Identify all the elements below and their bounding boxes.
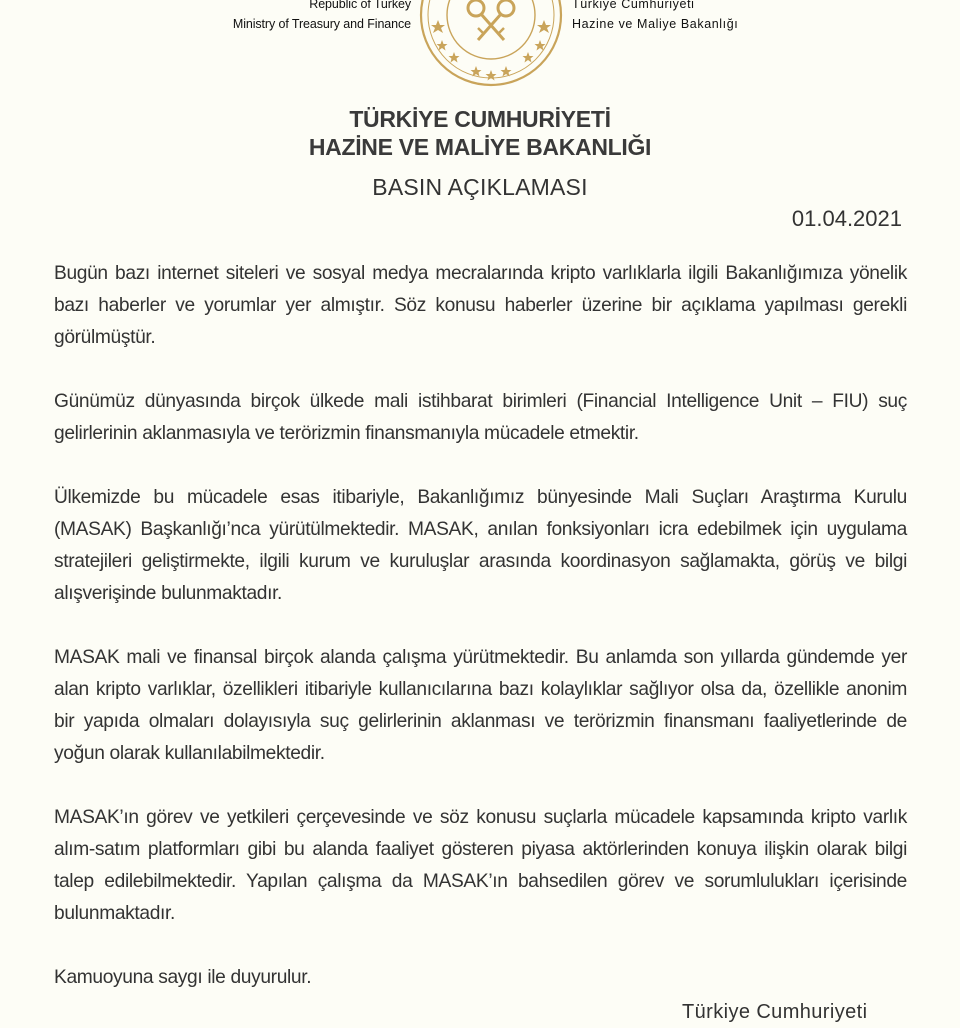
title-ministry: HAZİNE VE MALİYE BAKANLIĞI — [308, 134, 652, 160]
title-republic: TÜRKİYE CUMHURİYETİ — [349, 106, 611, 132]
paragraph-4: MASAK mali ve finansal birçok alanda çalışma yürütmektedir. Bu anlamda son yıllarda gündemde yer alan kripto varlıklar, özellikleri itibariyle kullanıcılarına bazı kolaylıklar sağlıyor olsa da, özellikle anonim bir yapıda olmaları dolayısıyla suç gelirlerinin aklanması ve terörizmin finansmanı faaliyetlerinde de yoğun olarak kullanılabilmektedir. — [54, 647, 907, 764]
letterhead-ministry-tr: Hazine ve Maliye Bakanlığı — [572, 17, 739, 31]
closing-statement: Kamuoyuna saygı ile duyurulur. — [54, 967, 312, 988]
paragraph-2: Günümüz dünyasında birçok ülkede mali istihbarat birimleri (Financial Intelligence Unit – FIU) suç gelirlerinin aklanmasıyla ve terörizmin finansmanıyla mücadele etmektir. — [54, 391, 907, 444]
signature-line: Türkiye Cumhuriyeti — [682, 1001, 868, 1023]
letterhead-ministry-en: Ministry of Treasury and Finance — [232, 17, 411, 31]
ministry-seal-logo — [418, 0, 564, 88]
release-date: 01.04.2021 — [791, 206, 902, 231]
letterhead-turkish — [572, 0, 738, 34]
letterhead-english — [233, 0, 411, 34]
paragraph-5: MASAK’ın görev ve yetkileri çerçevesinde ve söz konusu suçlarla mücadele kapsamında kripto varlık alım-satım platformları gibi bu alanda faaliyet gösteren piyasa aktörlerinden konuya ilişkin olarak bilgi talep edilebilmektedir. Yapılan çalışma da MASAK’ın bahsedilen görev ve sorumlulukları içerisinde bulunmaktadır. — [54, 807, 907, 924]
paragraph-3: Ülkemizde bu mücadele esas itibariyle, Bakanlığımız bünyesinde Mali Suçları Araştırma Kurulu (MASAK) Başkanlığı’nca yürütülmektedir. MASAK, anılan fonksiyonları icra edebilmek için uygulama stratejileri geliştirmekte, ilgili kurum ve kuruluşlar arasında koordinasyon sağlamakta, görüş ve bilgi alışverişinde bulunmaktadır. — [54, 487, 907, 604]
letterhead-country-tr: Türkiye Cumhuriyeti — [572, 0, 695, 11]
document-type-title: BASIN AÇIKLAMASI — [372, 174, 588, 200]
paragraph-1: Bugün bazı internet siteleri ve sosyal medya mecralarında kripto varlıklarla ilgili Bakanlığımıza yönelik bazı haberler ve yorumlar yer almıştır. Söz konusu haberler üzerine bir açıklama yapılması gerekli görülmüştür. — [54, 263, 907, 348]
letterhead-country-en: Republic of Turkey — [309, 0, 411, 11]
press-release-body — [54, 258, 907, 962]
